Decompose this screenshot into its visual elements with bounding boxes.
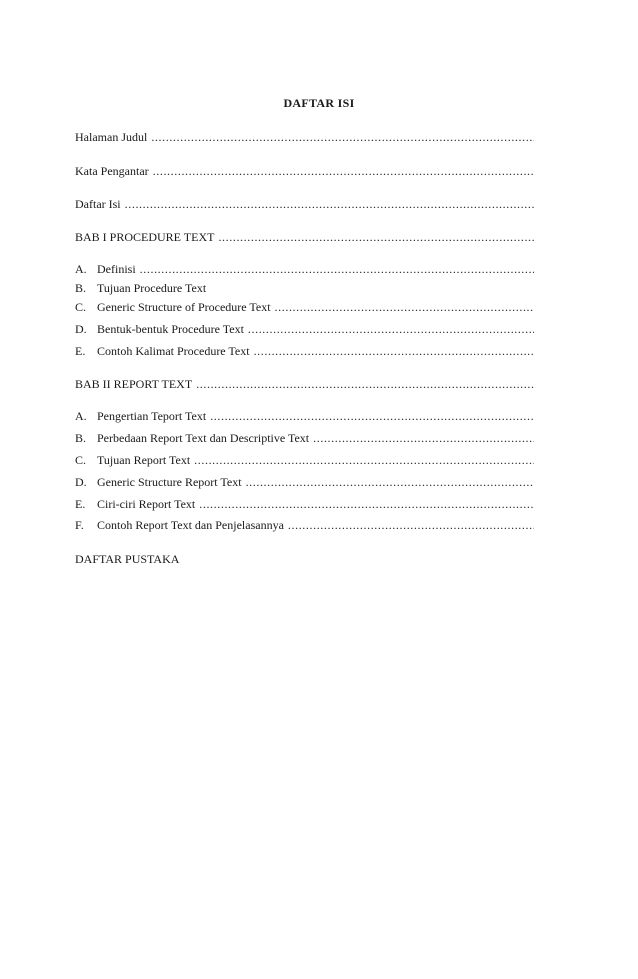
- subentry-label: Contoh Kalimat Procedure Text: [97, 344, 250, 358]
- toc-subentry: [75, 300, 534, 316]
- subentry-label: Generic Structure Report Text: [97, 475, 242, 489]
- toc-subentry: [75, 497, 534, 513]
- leader-dots: [153, 164, 534, 179]
- toc-subentry: [75, 344, 534, 360]
- leader-dots: [151, 130, 534, 145]
- toc-subentry: [75, 475, 534, 491]
- subentry-letter: E.: [75, 497, 86, 511]
- toc-entry-daftar-isi: [75, 197, 534, 213]
- toc-entry-halaman-judul: [75, 130, 534, 146]
- toc-subentry: [75, 281, 534, 297]
- leader-dots: [254, 344, 534, 359]
- subentry-letter: F.: [75, 518, 84, 532]
- toc-subentry: [75, 518, 534, 534]
- toc-entry-label: Halaman Judul: [75, 130, 148, 144]
- toc-subentry: [75, 262, 534, 278]
- subentry-label: Definisi: [97, 262, 136, 276]
- toc-entry-label: Kata Pengantar: [75, 164, 149, 178]
- page-title: DAFTAR ISI: [283, 96, 355, 110]
- toc-entry-label: Daftar Isi: [75, 197, 121, 211]
- leader-dots: [218, 230, 534, 245]
- leader-dots: [288, 518, 534, 533]
- leader-dots: [313, 431, 534, 446]
- chapter-heading: BAB I PROCEDURE TEXT: [75, 230, 215, 244]
- leader-dots: [210, 409, 534, 424]
- chapter-heading: BAB II REPORT TEXT: [75, 377, 193, 391]
- subentry-label: Generic Structure of Procedure Text: [97, 300, 271, 314]
- subentry-letter: A.: [75, 262, 87, 276]
- subentry-letter: B.: [75, 281, 87, 295]
- toc-subentry: [75, 431, 534, 447]
- toc-subentry: [75, 322, 534, 338]
- leader-dots: [248, 322, 534, 337]
- toc-entry-label: DAFTAR PUSTAKA: [75, 552, 180, 566]
- toc-subentry: [75, 453, 534, 469]
- subentry-label: Perbedaan Report Text dan Descriptive Text: [97, 431, 310, 445]
- leader-dots: [199, 497, 534, 512]
- subentry-label: Pengertian Teport Text: [97, 409, 207, 423]
- subentry-letter: C.: [75, 453, 87, 467]
- subentry-letter: D.: [75, 322, 87, 336]
- toc-chapter-bab-1: [75, 230, 534, 246]
- toc-entry-kata-pengantar: [75, 164, 534, 180]
- subentry-letter: D.: [75, 475, 87, 489]
- subentry-letter: E.: [75, 344, 86, 358]
- subentry-label: Contoh Report Text dan Penjelasannya: [97, 518, 284, 532]
- leader-dots: [125, 197, 534, 212]
- subentry-label: Bentuk-bentuk Procedure Text: [97, 322, 244, 336]
- toc-subentry: [75, 409, 534, 425]
- subentry-letter: B.: [75, 431, 87, 445]
- subentry-label: Ciri-ciri Report Text: [97, 497, 196, 511]
- toc-entry-daftar-pustaka: [75, 552, 534, 568]
- toc-chapter-bab-2: [75, 377, 534, 393]
- subentry-letter: C.: [75, 300, 87, 314]
- subentry-label: Tujuan Procedure Text: [97, 281, 207, 295]
- subentry-label: Tujuan Report Text: [97, 453, 191, 467]
- subentry-letter: A.: [75, 409, 87, 423]
- leader-dots: [194, 453, 534, 468]
- leader-dots: [246, 475, 534, 490]
- leader-dots: [196, 377, 534, 392]
- leader-dots: [275, 300, 534, 315]
- leader-dots: [140, 262, 534, 277]
